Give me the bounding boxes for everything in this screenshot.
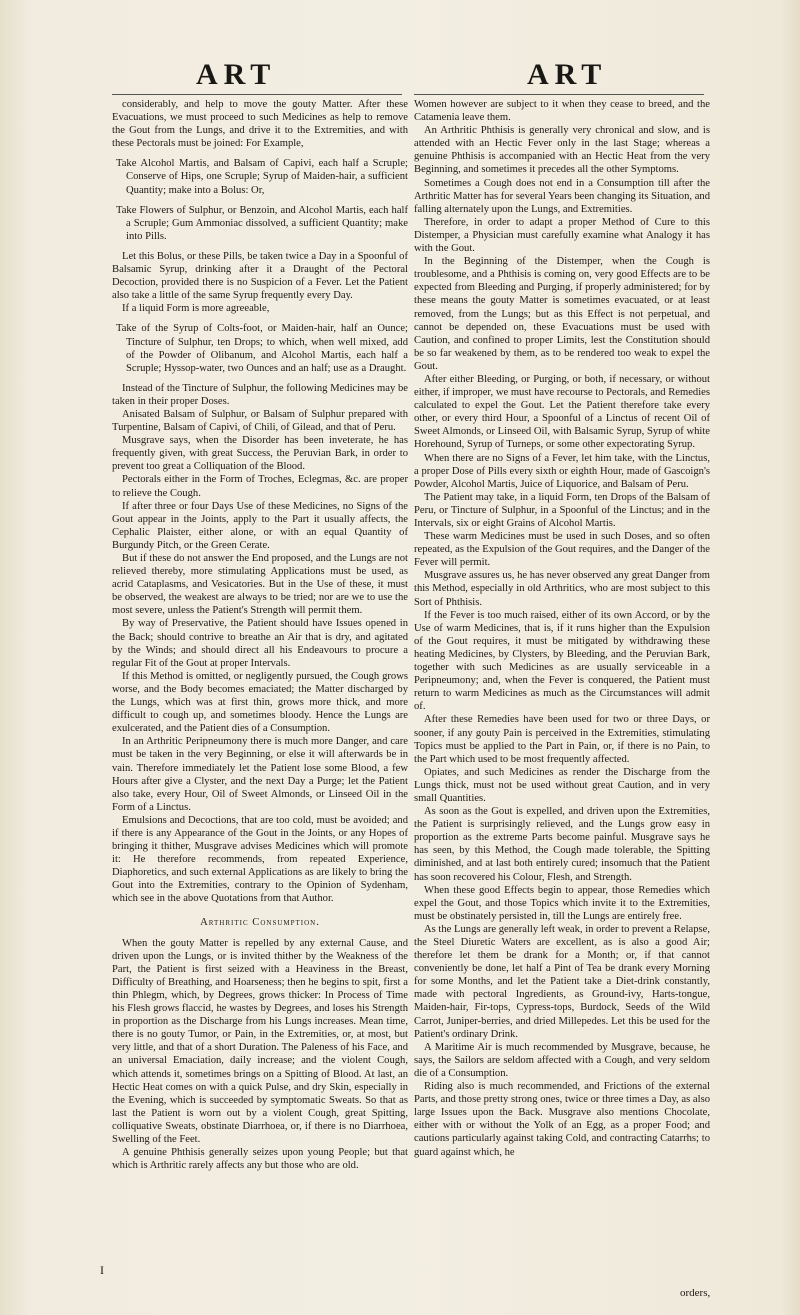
paragraph: The Patient may take, in a liquid Form, ten Drops of the Balsam of Peru, or Tincture of Sulphur, in a Spoonful of the Linctus; and in the Intervals, six or eight Grains of Alcohol Martis. — [414, 491, 710, 529]
paragraph: Sometimes a Cough does not end in a Consumption till after the Arthritic Matter has for several Years been changing its Situation, and falling alternately upon the Lungs, and Extremities. — [414, 177, 710, 215]
prescription-paragraph: Take Flowers of Sulphur, or Benzoin, and Alcohol Martis, each half a Scruple; Gum Ammoniac dissolved, a sufficient Quantity; make into Pills. — [116, 204, 408, 242]
paragraph: As the Lungs are generally left weak, in order to prevent a Relapse, the Steel Diuretic Waters are excellent, as is also a good Air; therefore let them be drank for a Month; or, if that cannot conveniently be done, let half a Pint of Tea be drank every Morning for some Months, and let the Patient take a Diet-drink constantly, made with pectoral Ingredients, as Ground-ivy, Harts-tongue, Maiden-hair, Fir-tops, Cypress-tops, Burdock, Seeds of the Wild Carrot, Juniper-berries, and dried Millepedes. Let this be used for the Patient's ordinary Drink. — [414, 923, 710, 1040]
paragraph: An Arthritic Phthisis is generally very chronical and slow, and is attended with an Hectic Fever only in the last Stage; whereas a genuine Phthisis is accompanied with an Hectic Heat from the very Beginning, and sometimes it precedes all the other Symptoms. — [414, 125, 710, 176]
paragraph: These warm Medicines must be used in such Doses, and so often repeated, as the Expulsion of the Gout requires, and the Danger of the Fever will permit. — [414, 531, 710, 569]
paragraph: Therefore, in order to adapt a proper Method of Cure to this Distemper, a Physician must carefully examine what Analogy it has with the Gout. — [414, 216, 710, 255]
paragraph: But if these do not answer the End proposed, and the Lungs are not relieved thereby, more stimulating Applications must be used, as acrid Cataplasms, and Vesicatories. But in the Use of these, it must be observed, the weakest are always to be tried; nor are we to use the most severe, unless the Patient's Strength will permit them. — [112, 553, 408, 617]
paragraph: Riding also is much recommended, and Frictions of the external Parts, and those pretty strong ones, twice or three times a Day, as also large Issues upon the Back. Musgrave also mentions Chocolate, either with or without the Yolk of an Egg, as a proper Food; and cautions particularly against taking Cold, and contracting Catarrhs; to guard against which, he — [414, 1081, 710, 1158]
left-text-column — [112, 98, 408, 1273]
paragraph: If a liquid Form is more agreeable, — [122, 303, 270, 315]
paragraph: By way of Preservative, the Patient should have Issues opened in the Back; should contrive to breathe an Air that is dry, and agitated by the Winds; and should direct all his Endeavours to procure a regular Fit of the Gout at proper Intervals. — [112, 618, 408, 669]
head-rule-left — [112, 94, 402, 95]
paragraph: Opiates, and such Medicines as render the Discharge from the Lungs thick, must not be used without great Caution, and in very small Quantities. — [414, 766, 710, 804]
head-rule-right — [414, 94, 704, 95]
paragraph: Let this Bolus, or these Pills, be taken twice a Day in a Spoonful of Balsamic Syrup, drinking after it a Draught of the Pectoral Decoction, provided there is no Suspicion of a Fever. Let the Patient also take a little of the same Syrup frequently every Day. — [112, 250, 408, 302]
paragraph: A genuine Phthisis generally seizes upon young People; but that which is Arthritic rarely affects any but those who are old. — [112, 1147, 408, 1172]
running-head-left: ART — [196, 58, 277, 91]
paragraph: Women however are subject to it when they cease to breed, and the Catamenia leave them. — [414, 99, 710, 124]
paragraph: Anisated Balsam of Sulphur, or Balsam of Sulphur prepared with Turpentine, Balsam of Capivi, of Chili, of Gilead, and that of Peru. — [112, 408, 408, 434]
paragraph: After either Bleeding, or Purging, or both, if necessary, or without either, if improper, we must have recourse to Pectorals, and Remedies calculated to expel the Gout. Let the Patient therefore take every other, or every third Hour, a Spoonful of a Linctus of recent Oil of Sweet Almonds, or Linseed Oil, with Balsamic Syrup, Syrup of white Horehound, Syrup of Turneps, or some other expectorating Syrup. — [414, 373, 710, 451]
paragraph: When these good Effects begin to appear, those Remedies which expel the Gout, and those Topics which invite it to the Extremities, must be obstinately persisted in, till the Lungs are entirely free. — [414, 884, 710, 922]
paragraph: In the Beginning of the Distemper, when the Cough is troublesome, and a Phthisis is coming on, very good Effects are to be expected from Bleeding and Purging, if properly administered; for by these means the gouty Matter is sometimes evacuated, or at least removed, from the Lungs; but as this Effect is not perpetual, and cannot be depended on, these Evacuations must be used with Caution, and confined to proper Limits, lest the Constitution should be so far weakened by them, as to be rendered too weak to expel the Gout. — [414, 256, 710, 372]
paragraph: Musgrave assures us, he has never observed any great Danger from this Method, especially in old Arthritics, who are most subject to this Sort of Phthisis. — [414, 570, 710, 608]
paragraph: If this Method is omitted, or negligently pursued, the Cough grows worse, and the Body becomes emaciated; the Matter discharged by the Lungs, which was at first thin, grows more thick, and more difficult to cough up, and sometimes bloody. Hence the Lungs are exulcerated, and the Patient dies of a Consumption. — [112, 670, 408, 735]
paragraph: Pectorals either in the Form of Troches, Eclegmas, &c. are proper to relieve the Cough. — [112, 474, 408, 499]
paragraph: If the Fever is too much raised, either of its own Accord, or by the Use of warm Medicines, that is, if it runs higher than the Expulsion of the Gout requires, it must be mitigated by withdrawing these heating Medicines, by Clysters, by Bleeding, and the Peruvian Bark, together with such Medicines as are usually serviceable in a Peripneumony; and, when the Fever is conquered, the Patient must return to warm Medicines as much as the Circumstances will admit of. — [414, 609, 710, 713]
paragraph: After these Remedies have been used for two or three Days, or sooner, if any gouty Pain is perceived in the Extremities, stimulating Topics must be applied to the Part in Pain, or, if there is no Pain, to the Part which used to be most frequently affected. — [414, 714, 710, 765]
section-heading: Arthritic Consumption. — [200, 916, 320, 928]
paragraph: If after three or four Days Use of these Medicines, no Signs of the Gout appear in the Joints, apply to the Part it usually affects, the Cephalic Plaister, either alone, or with an equal Quantity of Burgundy Pitch, or the Green Cerate. — [112, 500, 408, 551]
paragraph: As soon as the Gout is expelled, and driven upon the Extremities, the Patient is surprisingly relieved, and the Lungs grow easy in proportion as the extreme Parts become painful. Musgrave says he has seen, by this Method, the Cough made tolerable, the Spitting diminished, and at last both entirely cured; insomuch that the Patient has soon recovered his Colour, Flesh, and Strength. — [414, 806, 710, 883]
signature-mark: I — [100, 1263, 104, 1277]
paragraph: When there are no Signs of a Fever, let him take, with the Linctus, a proper Dose of Pills every sixth or eighth Hour, made of Gascoign's Powder, Alcohol Martis, Juice of Liquorice, and Balsam of Peru. — [414, 452, 710, 490]
catchword: orders, — [680, 1287, 711, 1299]
paragraph: Instead of the Tincture of Sulphur, the following Medicines may be taken in their proper Doses. — [112, 382, 408, 407]
paragraph: Musgrave says, when the Disorder has been inveterate, he has frequently given, with great Success, the Peruvian Bark, in order to prevent too great a Colliquation of the Blood. — [112, 435, 408, 473]
running-head-right: ART — [527, 58, 608, 91]
prescription-paragraph: Take Alcohol Martis, and Balsam of Capivi, each half a Scruple; Conserve of Hips, one Scruple; Syrup of Maiden-hair, a sufficient Quantity; make into a Bolus: Or, — [116, 158, 408, 196]
paragraph: A Maritime Air is much recommended by Musgrave, because, he says, the Sailors are seldom affected with a Cough, and very seldom die of a Consumption. — [414, 1041, 710, 1079]
paragraph: Emulsions and Decoctions, that are too cold, must be avoided; and if there is any Appearance of the Gout in the Joints, or any Hopes of bringing it thither, Musgrave advises Medicines which will promote it: He therefore recommends, from repeated Experience, Diaphoretics, and such external Applications as are likely to bring the Gout into the Extremities, contrary to the Opinion of Sydenham, which see in the above Quotations from that Author. — [112, 814, 408, 905]
right-text-column — [414, 98, 710, 1273]
paragraph: When the gouty Matter is repelled by any external Cause, and driven upon the Lungs, or is invited thither by the Weakness of the Part, the Patient is first seized with a Heaviness in the Breast, Difficulty of Breathing, and Hoarseness; then he begins to spit, first a thin Phlegm, which, by Degrees, grows thicker: In Process of Time his Flesh grows flaccid, he wastes by Degrees, and loses his Strength in proportion as the Discharge from his Lungs increases. Mean time, there is no gouty Tumor, or Pain, in the Extremities, or, at most, but very little, and that of a short Duration. The Paleness of his Face, and an universal Emaciation, daily increase; and the violent Cough, which attends it, sometimes brings on a Spitting of Blood. At last, an Hectic Heat comes on with a quick Pulse, and dry Skin, especially in the Evening, which is succeeded by symptomatic Sweats. So that as last the Patient is worn out by a violent Cough, great Spitting, colliquative Sweats, obstinate Diarrhoea, or, if there is no Diarrhoea, Swelling of the Feet. — [112, 937, 408, 1146]
prescription-paragraph: Take of the Syrup of Colts-foot, or Maiden-hair, half an Ounce; Tincture of Sulphur, ten Drops; to which, when well mixed, add of the Powder of Olibanum, and Alcohol Martis, each half a Scruple; Hyssop-water, two Ounces and an half; use as a Draught. — [116, 323, 408, 374]
paragraph: considerably, and help to move the gouty Matter. After these Evacuations, we must proceed to such Medicines as help to remove the Gout from the Lungs, and drive it to the Extremities, and with these Pectorals must be joined: For Example, — [112, 99, 408, 150]
paragraph: In an Arthritic Peripneumony there is much more Danger, and care must be taken in the very Beginning, or else it will afterwards be in vain. Therefore immediately let the Patient lose some Blood, a few Hours after give a Clyster, and the next Day a Purge; let the Patient also take, every Hour, Oil of Sweet Almonds, or Linseed Oil in the Form of a Linctus. — [112, 736, 408, 813]
